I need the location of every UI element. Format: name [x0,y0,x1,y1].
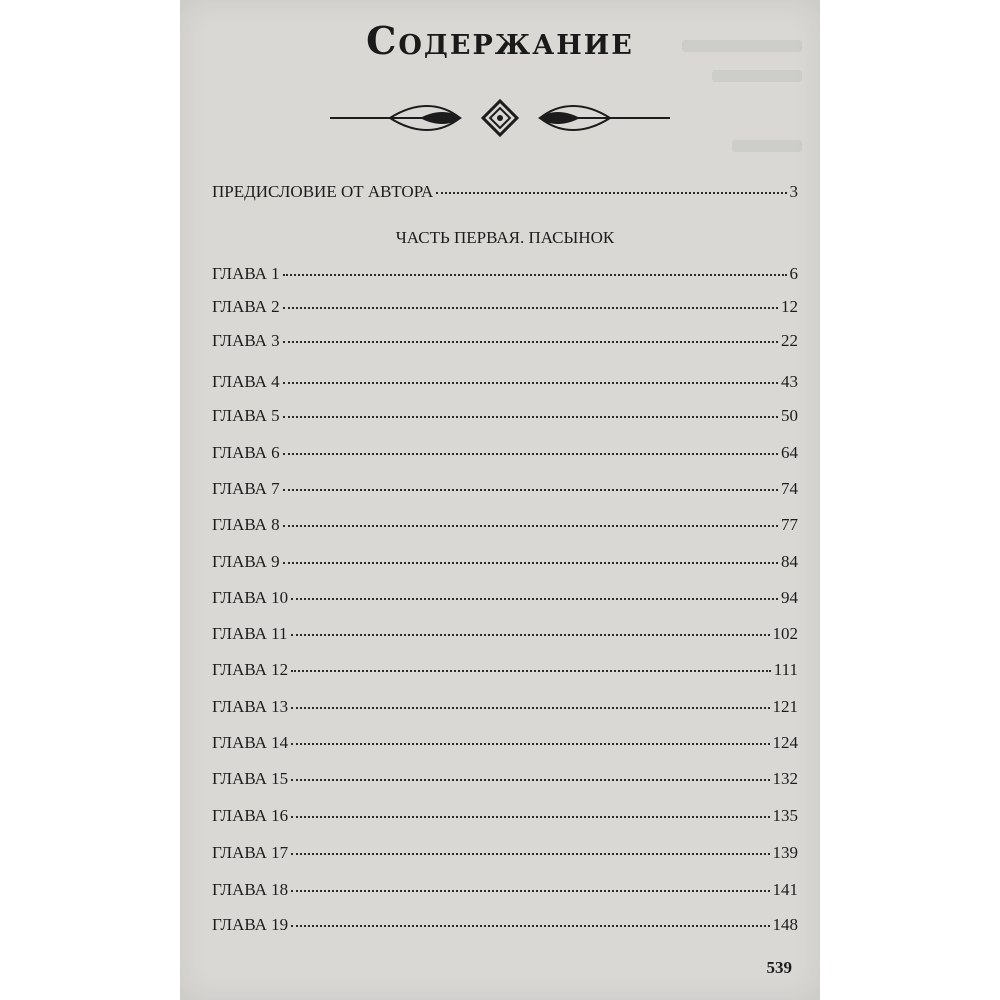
dot-leader [291,743,769,745]
toc-chapter [212,443,798,467]
toc-page: 102 [772,624,798,643]
toc-label: ГЛАВА 19 [212,915,289,934]
toc-page: 132 [772,769,798,788]
toc-chapter [212,733,798,757]
toc-chapter [212,624,798,648]
toc-chapter [212,515,798,539]
book-page [180,0,820,1000]
dot-leader [291,670,771,672]
toc-chapter [212,406,798,430]
toc-label: ГЛАВА 6 [212,443,280,462]
dot-leader [291,890,769,892]
toc-page: 74 [781,479,798,498]
dot-leader [283,307,778,309]
page-title: Содержание [366,18,634,63]
dot-leader [283,416,778,418]
toc-chapter [212,880,798,904]
toc-label: ГЛАВА 10 [212,588,289,607]
toc-page: 124 [772,733,798,752]
toc-page: 121 [772,697,798,716]
toc-chapter [212,806,798,830]
toc-page: 94 [781,588,798,607]
toc-page: 111 [773,660,798,679]
part-title: ЧАСТЬ ПЕРВАЯ. ПАСЫНОК [395,228,615,247]
dot-leader [283,489,778,491]
toc-chapter [212,843,798,867]
toc-label: ГЛАВА 14 [212,733,289,752]
toc-chapter [212,769,798,793]
toc-label: ГЛАВА 15 [212,769,289,788]
toc-page: 43 [781,372,798,391]
toc-chapter [212,479,798,503]
toc-label: ГЛАВА 8 [212,515,280,534]
dot-leader [291,634,770,636]
toc-label: ГЛАВА 12 [212,660,289,679]
toc-chapter [212,697,798,721]
toc-chapter [212,588,798,612]
toc-chapter [212,264,798,288]
toc-label: ПРЕДИСЛОВИЕ ОТ АВТОРА [212,182,434,201]
dot-leader [283,274,787,276]
dot-leader [283,453,778,455]
toc-chapter [212,297,798,321]
knot-ornament-icon [330,98,670,138]
toc-page: 3 [789,182,798,201]
toc-page: 77 [781,515,798,534]
page-number: 539 [766,958,792,977]
toc-page: 22 [781,331,798,350]
toc-label: ГЛАВА 5 [212,406,280,425]
dot-leader [291,598,778,600]
dot-leader [283,525,778,527]
toc-page: 141 [772,880,798,899]
dot-leader [291,925,769,927]
toc-page: 64 [781,443,798,462]
toc-page: 6 [789,264,798,283]
toc-label: ГЛАВА 2 [212,297,280,316]
toc-preface [212,182,798,206]
toc-label: ГЛАВА 9 [212,552,280,571]
toc-label: ГЛАВА 13 [212,697,289,716]
toc-label: ГЛАВА 1 [212,264,280,283]
toc-chapter [212,660,798,684]
dot-leader [283,562,778,564]
toc-page: 148 [772,915,798,934]
toc-page: 139 [772,843,798,862]
toc-page: 50 [781,406,798,425]
bleed-through [712,70,802,82]
dot-leader [291,779,769,781]
toc-chapter [212,372,798,396]
toc-page: 12 [781,297,798,316]
dot-leader [291,707,769,709]
toc-chapter [212,552,798,576]
dot-leader [283,382,778,384]
toc-label: ГЛАВА 17 [212,843,289,862]
dot-leader [291,853,769,855]
toc-label: ГЛАВА 4 [212,372,280,391]
toc-chapter [212,331,798,355]
dot-leader [436,192,786,194]
dot-leader [291,816,769,818]
dot-leader [283,341,778,343]
toc-page: 84 [781,552,798,571]
toc-label: ГЛАВА 16 [212,806,289,825]
toc-label: ГЛАВА 11 [212,624,288,643]
toc-label: ГЛАВА 3 [212,331,280,350]
bleed-through [732,140,802,152]
toc-page: 135 [772,806,798,825]
toc-chapter [212,915,798,939]
toc-label: ГЛАВА 7 [212,479,280,498]
toc-label: ГЛАВА 18 [212,880,289,899]
